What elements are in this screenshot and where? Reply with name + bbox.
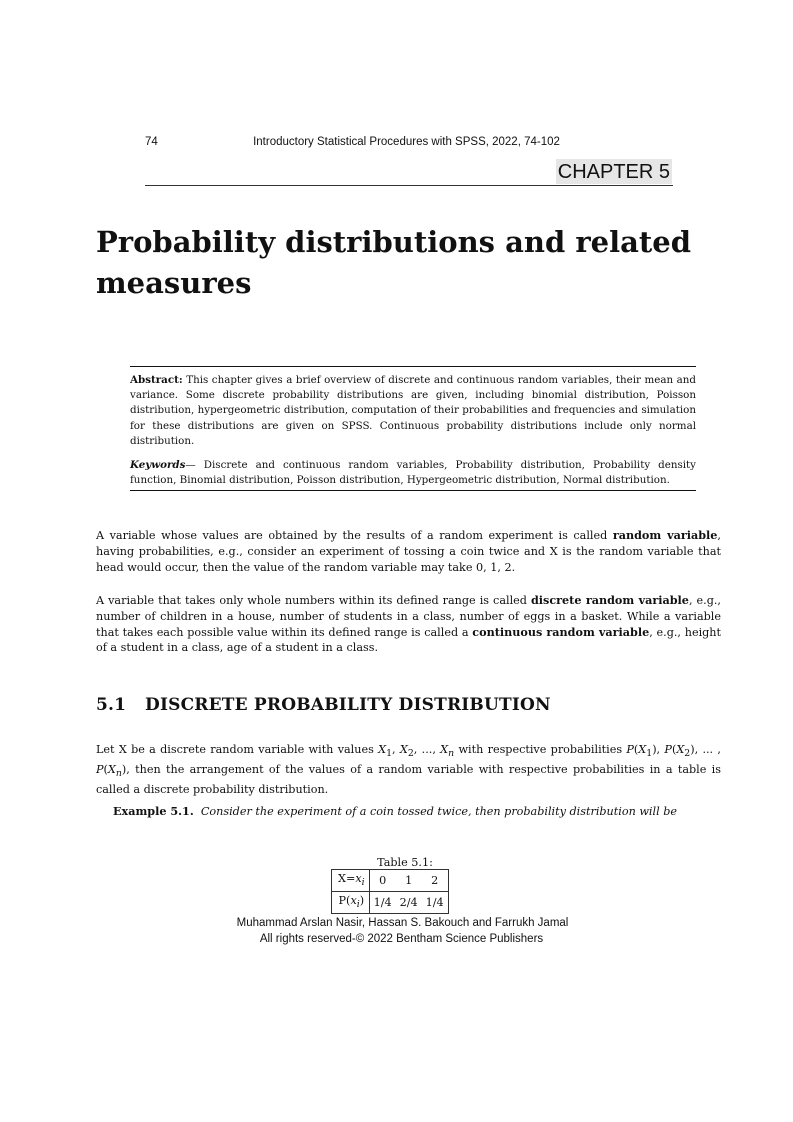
table-cell: 1/4 [373, 896, 392, 910]
page-number: 74 [145, 136, 158, 148]
paragraph-text: with respective probabilities [454, 743, 627, 756]
footer-authors: Muhammad Arslan Nasir, Hassan S. Bakouch and Farrukh Jamal [236, 917, 569, 929]
header-rule [145, 185, 673, 186]
table-caption: Table 5.1: [377, 856, 433, 869]
abstract-label: Abstract: [130, 374, 183, 386]
section-heading [96, 695, 551, 715]
table-row [332, 892, 449, 914]
table-cell: 2/4 [399, 896, 418, 910]
paragraph-text: A variable whose values are obtained by the results of a random experiment is called [96, 529, 613, 542]
keywords-label: Keywords [130, 459, 186, 472]
math-values: $X_1$, $X_2$, ..., $X_n$ [378, 743, 455, 760]
term-random-variable: random variable [612, 528, 718, 542]
table-row [332, 870, 449, 892]
paragraph-text: , e.g., number of children in a house, number of students in a class, number of eggs in a basket. While a variable that takes each possible value within its defined range is called a [96, 594, 721, 639]
paragraph-text: , e.g., height of a student in a class, age of a student in a class. [96, 625, 722, 655]
paragraph-text: , ... , [694, 743, 721, 756]
example-text: Consider the experiment of a coin tossed twice, then probability distribution will be [200, 805, 677, 818]
table-cell: 1 [396, 870, 422, 892]
section-title: DISCRETE PROBABILITY DISTRIBUTION [145, 695, 551, 715]
paragraph-text: Let X be a discrete random variable with values [96, 743, 379, 756]
table-cell: 0 [369, 870, 396, 892]
math-probability-n: $P(X_n)$ [96, 763, 127, 780]
paragraph-text: A variable that takes only whole numbers within its defined range is called [96, 594, 531, 607]
term-continuous-random-variable: continuous random variable [472, 624, 650, 639]
paragraph-random-variable [96, 528, 721, 575]
table-cell: 2 [422, 870, 449, 892]
example-label: Example 5.1. [113, 804, 194, 818]
chapter-title: Probability distributions and related measures [96, 225, 692, 300]
paragraph-definition [96, 742, 721, 798]
abstract-body: This chapter gives a brief overview of discrete and continuous random variables, their mean and variance. Some discrete probability distributions are given, including binomial distribution, Poisson distribution, hypergeometric distribution, computation of their probabilities and frequencies and simulation for these distributions are given on SPSS. Continuous probability distributions include only normal distribution. [130, 374, 696, 447]
table-cell: 1/4 [425, 896, 444, 910]
row-header: $P(x_i)$ [332, 892, 370, 914]
keywords [130, 458, 696, 488]
chapter-label: CHAPTER 5 [557, 161, 670, 183]
row-header: $X=x_i$ [332, 870, 370, 892]
footer-rights: All rights reserved-© 2022 Bentham Science Publishers [259, 933, 544, 945]
example [113, 804, 677, 820]
keywords-body: Discrete and continuous random variables, Probability distribution, Probability density function, Binomial distribution, Poisson distribution, Hypergeometric distribution, Normal distribution. [130, 459, 697, 487]
math-probabilities: $P(X_1)$, $P(X_2)$ [626, 743, 695, 760]
abstract-box [130, 366, 696, 491]
keywords-separator: — [185, 459, 204, 472]
running-title: Introductory Statistical Procedures with SPSS, 2022, 74-102 [253, 136, 560, 148]
abstract [130, 373, 696, 449]
paragraph-text: , then the arrangement of the values of a random variable with respective probabilities in a table is called a discrete probability distribution. [96, 763, 721, 797]
distribution-table [331, 869, 449, 914]
paragraph-text: , having probabilities, e.g., consider an experiment of tossing a coin twice and X is the random variable that head would occur, then the value of the random variable may take 0, 1, 2. [96, 529, 721, 574]
paragraph-discrete-continuous [96, 593, 721, 656]
term-discrete-random-variable: discrete random variable [530, 593, 689, 607]
section-number: 5.1 [96, 695, 127, 715]
